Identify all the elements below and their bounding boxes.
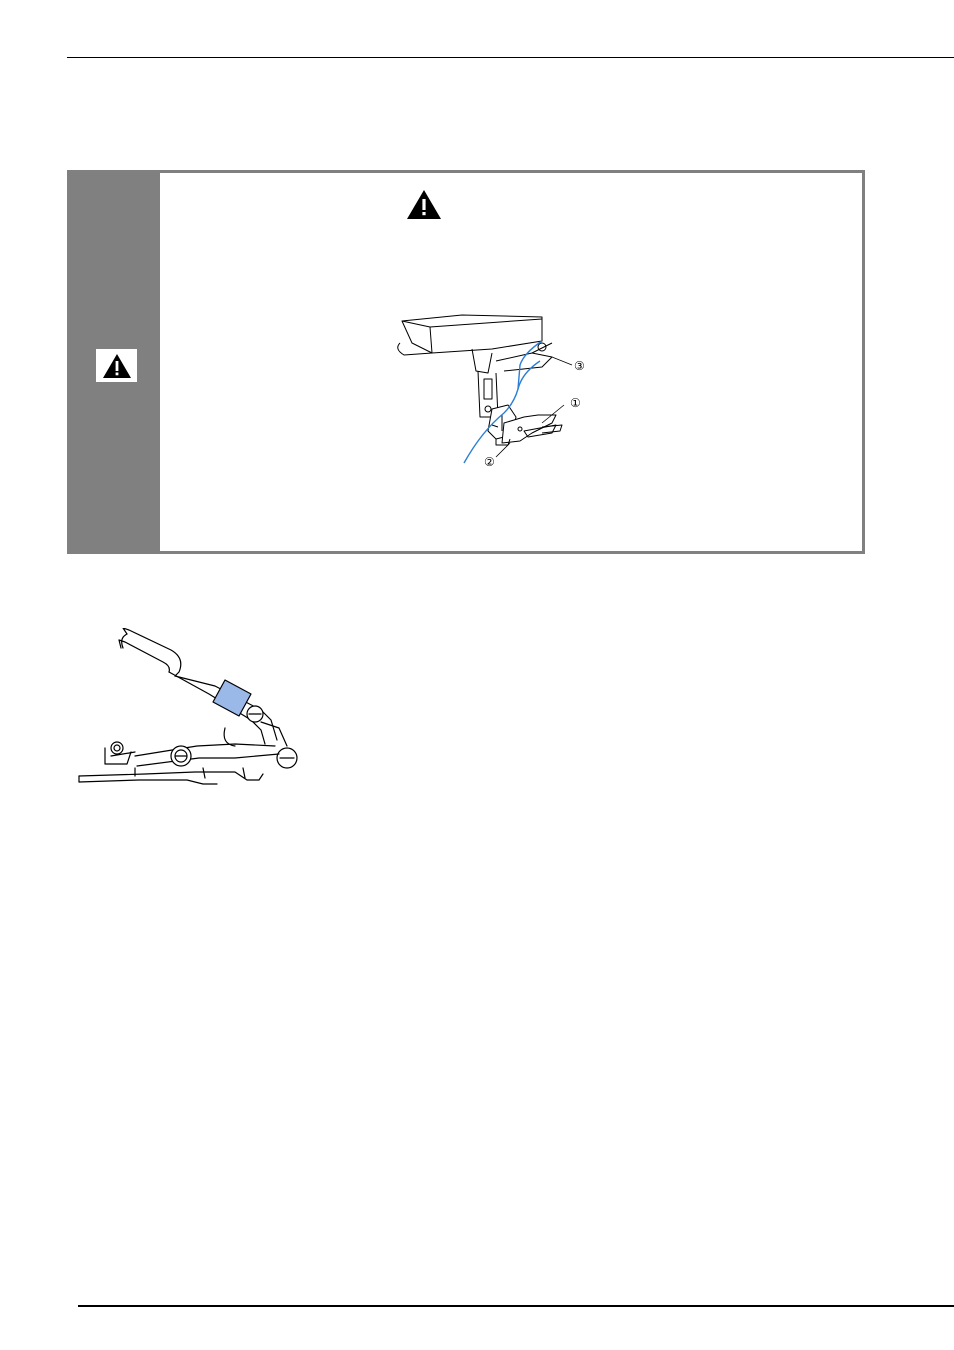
presser-foot-illustration xyxy=(392,313,618,473)
callout-3: ③ xyxy=(574,359,585,373)
caution-sidebar xyxy=(70,173,160,551)
footer-rule xyxy=(78,1305,954,1307)
presser-foot-attachment-illustration xyxy=(75,628,311,790)
header-rule xyxy=(67,57,954,58)
warning-triangle-icon xyxy=(406,189,442,221)
callout-1: ① xyxy=(570,396,581,410)
callout-2: ② xyxy=(484,455,495,469)
warning-triangle-icon xyxy=(96,349,137,382)
caution-box xyxy=(67,170,865,554)
